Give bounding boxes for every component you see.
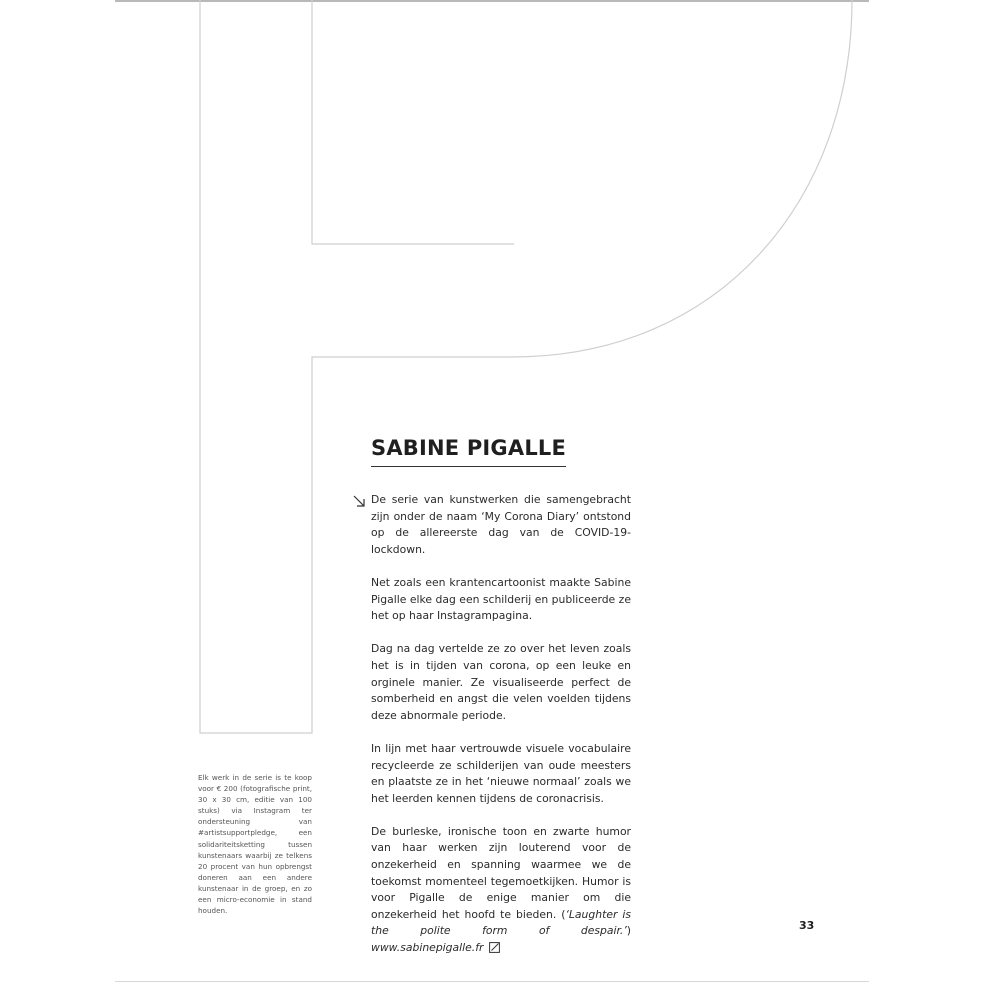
article-body (371, 492, 631, 973)
sidebar-note: Elk werk in de serie is te koop voor € 200 (fotografische print, 30 x 30 cm, editie van 100 stuks) via Instagram ter ondersteuning van #artistsupportpledge, een solidariteitsketting tussen kunstenaars waarbij ze telkens 20 procent van hun opbrengst doneren aan een andere kunstenaar in de groep, en zo een micro-economie in stand houden. (198, 773, 312, 916)
paragraph: Net zoals een krantencartoonist maakte Sabine Pigalle elke dag een schilderij en publiceerde ze het op haar Instagrampagina. (371, 575, 631, 623)
quote: ‘Laughter is the polite form of despair.’ (371, 907, 631, 938)
article-heading-block (371, 436, 566, 467)
quote-close: ) (626, 924, 631, 938)
website-link[interactable]: www.sabinepigalle.fr (371, 941, 484, 955)
page-number: 33 (799, 919, 815, 932)
external-link-icon[interactable] (489, 942, 500, 953)
paragraph-last (371, 824, 631, 957)
paragraph: Dag na dag vertelde ze zo over het leven zoals het is in tijden van corona, op een leuke en orginele manier. Ze visualiseerde perfect de somberheid en angst die velen voelden tijdens deze abnormale periode. (371, 642, 631, 722)
article-title: SABINE PIGALLE (371, 436, 566, 467)
paragraph-text: De burleske, ironische toon en zwarte humor van haar werken zijn louterend voor de onzekerheid en spanning waarmee we de toekomst momenteel tegemoetkijken. Humor is voor Pigalle de enige manier om die onzekerheid het hoofd te bieden. ( (371, 824, 631, 921)
arrow-down-right-icon (352, 494, 366, 508)
paragraph: In lijn met haar vertrouwde visuele vocabulaire recycleerde ze schilderijen van oude meesters en plaatste ze in het ‘nieuwe normaal’ zoals we het leerden kennen tijdens de coronacrisis. (371, 741, 631, 805)
paragraph: De serie van kunstwerken die samengebracht zijn onder de naam ‘My Corona Diary’ ontstond op de allereerste dag van de COVID-19-lockdown. (371, 493, 631, 556)
bottom-rule (115, 981, 869, 982)
